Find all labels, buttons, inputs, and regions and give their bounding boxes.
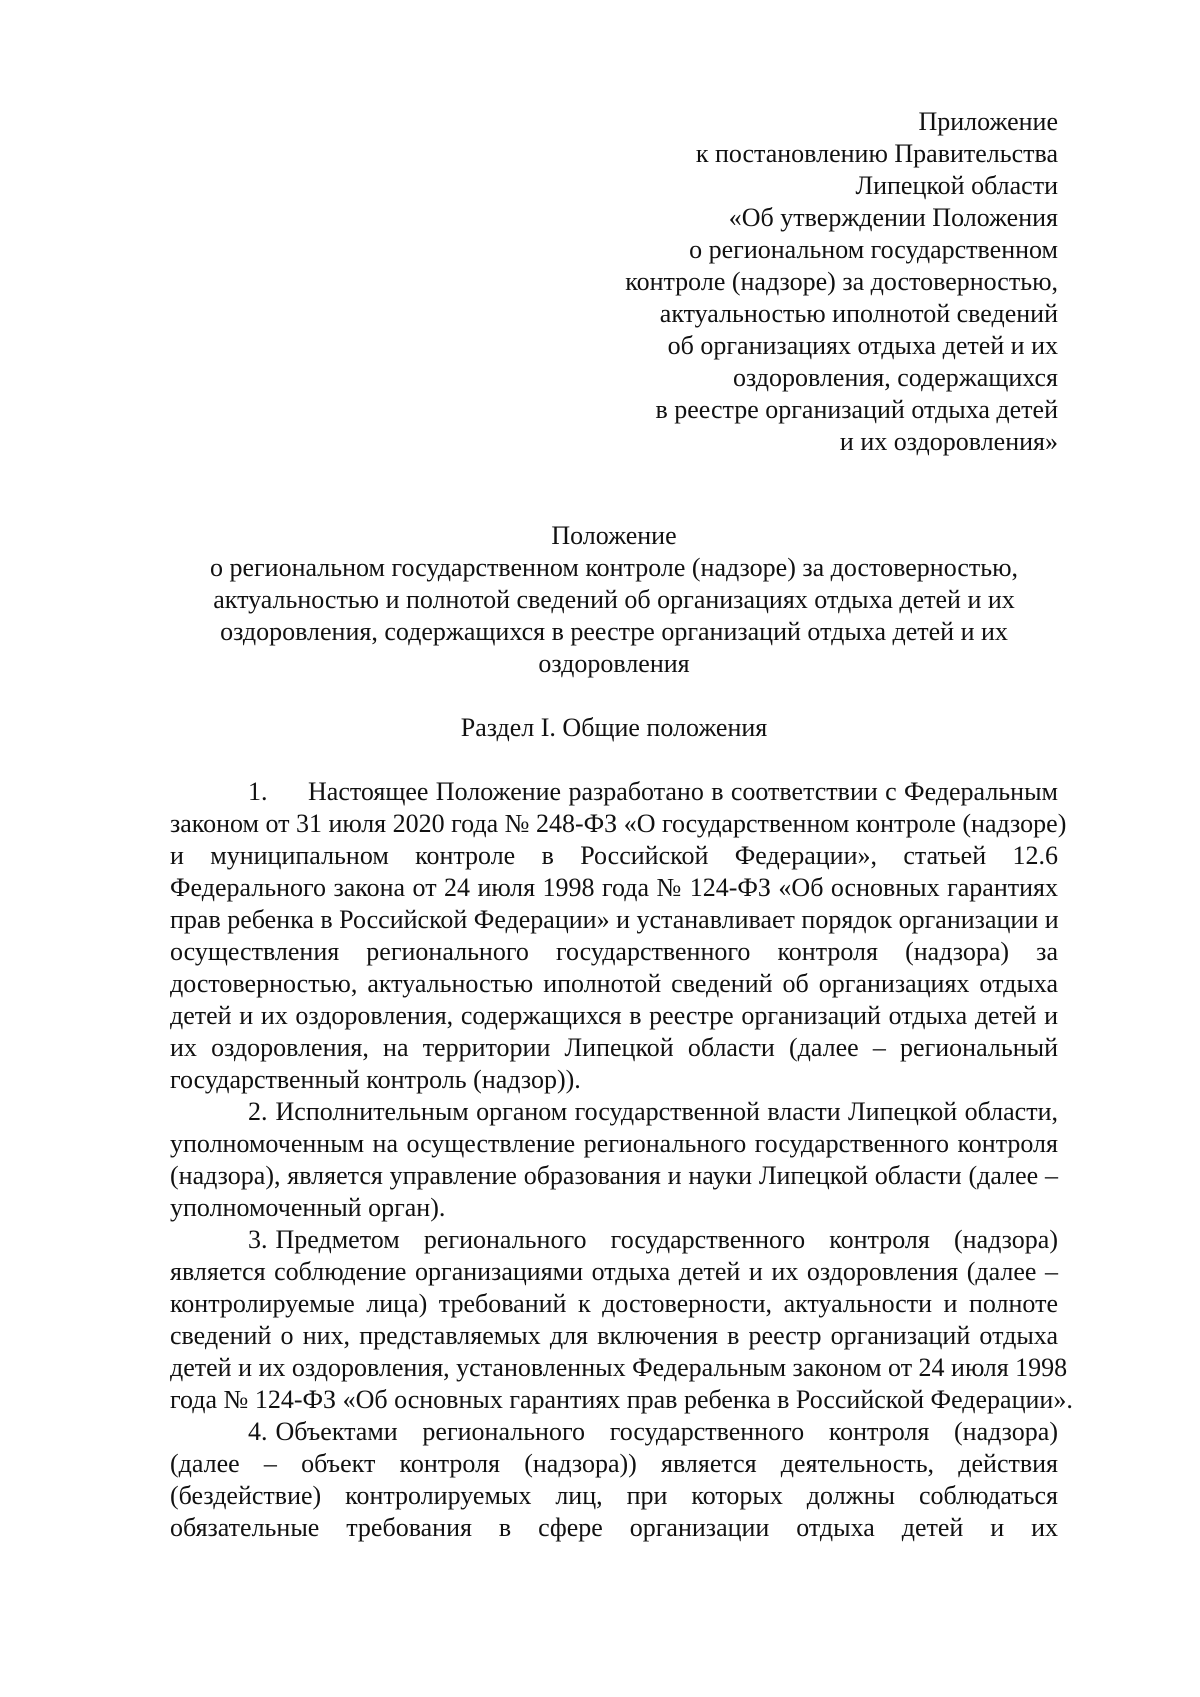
paragraph-line <box>170 776 1058 808</box>
appendix-line: в реестре организаций отдыха детей <box>655 395 1058 424</box>
paragraph-line <box>170 1224 1058 1256</box>
paragraph-line: (далее – объект контроля (надзора)) является деятельность, действия <box>170 1449 1058 1478</box>
paragraph-line: (надзора), является управление образования и науки Липецкой области (далее – <box>170 1161 1058 1190</box>
appendix-line: «Об утверждении Положения <box>728 203 1058 232</box>
paragraph-number: 4. <box>248 1417 268 1446</box>
paragraph-line: законом от 31 июля 2020 года № 248-ФЗ «О государственном контроле (надзоре) <box>170 809 1067 838</box>
paragraph-line: сведений о них, представляемых для включения в реестр организаций отдыха <box>170 1321 1058 1350</box>
paragraph-line <box>170 1096 1058 1128</box>
paragraph-line-text: Объектами регионального государственного контроля (надзора) <box>275 1417 1058 1446</box>
paragraph-line: достоверностью, актуальностью иполнотой сведений об организациях отдыха <box>170 969 1058 998</box>
appendix-line: о региональном государственном <box>689 235 1058 264</box>
paragraph-4 <box>170 1416 1058 1544</box>
section-heading: Раздел I. Общие положения <box>460 713 768 742</box>
paragraph-line-text: Предметом регионального государственного контроля (надзора) <box>275 1225 1058 1254</box>
appendix-line: Приложение <box>918 107 1058 136</box>
paragraph-number: 1. <box>248 777 268 806</box>
paragraph-2 <box>170 1096 1058 1224</box>
paragraph-line: осуществления регионального государственного контроля (надзора) за <box>170 937 1058 966</box>
paragraph-line: прав ребенка в Российской Федерации» и устанавливает порядок организации и <box>170 905 1059 934</box>
paragraph-line <box>170 1416 1058 1448</box>
title-line: оздоровления, содержащихся в реестре организаций отдыха детей и их <box>220 617 1008 646</box>
appendix-line: об организациях отдыха детей и их <box>667 331 1058 360</box>
title-line: актуальностью и полнотой сведений об организациях отдыха детей и их <box>213 585 1015 614</box>
paragraph-line: государственный контроль (надзор)). <box>170 1065 581 1094</box>
paragraph-line: (бездействие) контролируемых лиц, при которых должны соблюдаться <box>170 1481 1058 1510</box>
appendix-line: оздоровления, содержащихся <box>732 363 1058 392</box>
paragraph-3 <box>170 1224 1073 1416</box>
appendix-line: контроле (надзоре) за достоверностью, <box>625 267 1058 296</box>
document-title <box>170 520 1058 680</box>
paragraph-line: является соблюдение организациями отдыха детей и их оздоровления (далее – <box>170 1257 1058 1286</box>
title-line: Положение <box>551 521 677 550</box>
paragraph-line: их оздоровления, на территории Липецкой области (далее – региональный <box>170 1033 1058 1062</box>
appendix-line: актуальностью иполнотой сведений <box>659 299 1058 328</box>
appendix-line: Липецкой области <box>855 171 1058 200</box>
appendix-line: и их оздоровления» <box>839 427 1058 456</box>
appendix-line: к постановлению Правительства <box>695 139 1058 168</box>
paragraph-number: 2. <box>248 1097 268 1126</box>
paragraph-number: 3. <box>248 1225 268 1254</box>
paragraph-line: года № 124-ФЗ «Об основных гарантиях прав ребенка в Российской Федерации». <box>170 1385 1073 1414</box>
title-line: о региональном государственном контроле (надзоре) за достоверностью, <box>209 553 1019 582</box>
paragraph-line-text: Настоящее Положение разработано в соответствии с Федеральным <box>308 777 1058 806</box>
paragraph-line: детей и их оздоровления, установленных Федеральным законом от 24 июля 1998 <box>170 1353 1068 1382</box>
paragraph-line: обязательные требования в сфере организации отдыха детей и их <box>170 1513 1058 1542</box>
paragraph-1 <box>170 776 1067 1096</box>
paragraph-line: уполномоченный орган). <box>170 1193 446 1222</box>
title-line: оздоровления <box>538 649 690 678</box>
paragraph-line: Федерального закона от 24 июля 1998 года № 124-ФЗ «Об основных гарантиях <box>170 873 1058 902</box>
paragraph-line: детей и их оздоровления, содержащихся в реестре организаций отдыха детей и <box>170 1001 1058 1030</box>
paragraph-line-text: Исполнительным органом государственной власти Липецкой области, <box>275 1097 1058 1126</box>
paragraph-line: контролируемые лица) требований к достоверности, актуальности и полноте <box>170 1289 1058 1318</box>
paragraph-line: и муниципальном контроле в Российской Федерации», статьей 12.6 <box>170 841 1058 870</box>
paragraph-line: уполномоченным на осуществление регионального государственного контроля <box>170 1129 1058 1158</box>
document-body <box>170 776 1073 1544</box>
appendix-block <box>498 106 1058 458</box>
